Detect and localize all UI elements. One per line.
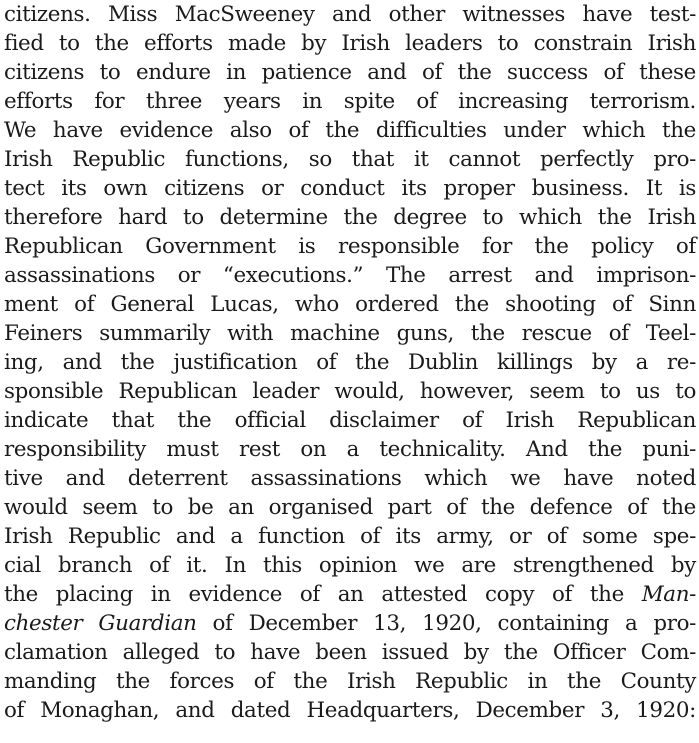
text-line-22 (4, 609, 696, 638)
text-line-11: ment of General Lucas, who ordered the shooting of Sinn (4, 292, 696, 317)
text-line-14: sponsible Republican leader would, however, seem to us to (4, 379, 696, 404)
text-line-18: would seem to be an organised part of the defence of the (4, 495, 696, 520)
text-line-12: Feiners summarily with machine guns, the rescue of Teel- (4, 321, 696, 346)
text-line-6: Irish Republic functions, so that it cannot perfectly pro- (4, 147, 696, 172)
text-line-10: assassinations or “executions.” The arrest and imprison- (4, 263, 696, 288)
text-line-8: therefore hard to determine the degree to which the Irish (4, 205, 696, 230)
text-line-17: tive and deterrent assassinations which we have noted (4, 466, 696, 491)
newspaper-title-part-2: chester Guardian (4, 611, 197, 636)
text-line-24: manding the forces of the Irish Republic in the County (4, 669, 696, 694)
text-line-20: cial branch of it. In this opinion we are strengthened by (4, 553, 696, 578)
text-line-2: fied to the efforts made by Irish leaders to constrain Irish (4, 31, 696, 56)
line-22-text: of December 13, 1920, containing a pro- (196, 611, 696, 636)
text-line-1: citizens. Miss MacSweeney and other witnesses have test- (4, 2, 696, 27)
text-line-3: citizens to endure in patience and of the success of these (4, 60, 696, 85)
line-21-text: the placing in evidence of an attested copy of the (4, 582, 624, 607)
text-line-9: Republican Government is responsible for the policy of (4, 234, 696, 259)
text-line-21 (4, 580, 696, 609)
text-line-15: indicate that the official disclaimer of Irish Republican (4, 408, 696, 433)
text-line-4: efforts for three years in spite of increasing terrorism. (4, 89, 696, 114)
text-line-16: responsibility must rest on a technicality. And the puni- (4, 437, 696, 462)
newspaper-title-part-1: Man- (641, 582, 697, 607)
text-line-25: of Monaghan, and dated Headquarters, December 3, 1920: (4, 698, 696, 723)
document-page (4, 0, 696, 725)
text-line-7: tect its own citizens or conduct its proper business. It is (4, 176, 696, 201)
text-line-13: ing, and the justification of the Dublin killings by a re- (4, 350, 696, 375)
text-line-23: clamation alleged to have been issued by the Officer Com- (4, 640, 696, 665)
text-line-19: Irish Republic and a function of its army, or of some spe- (4, 524, 696, 549)
text-line-5: We have evidence also of the difficulties under which the (4, 118, 696, 143)
